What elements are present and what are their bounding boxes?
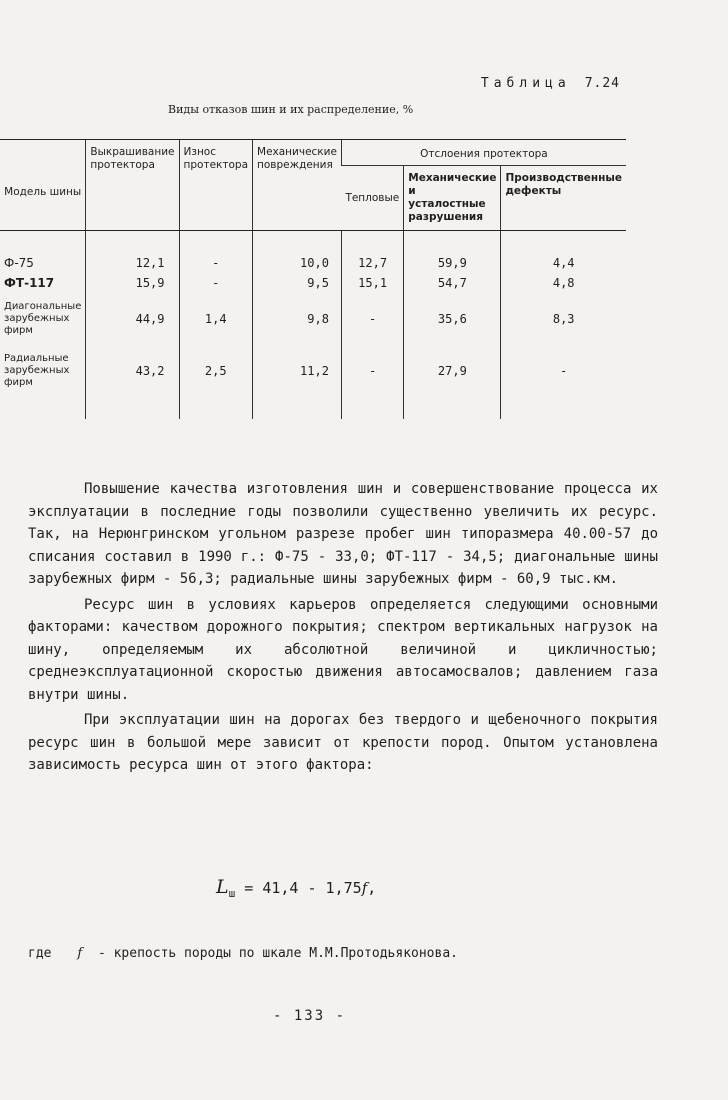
formula-rhs: = 41,4 - 1,75 [244,879,362,897]
cell-production-defects: - [501,349,626,419]
where-text: - крепость породы по шкале М.М.Протодьяконова. [97,946,458,961]
cell-wear: 2,5 [179,349,253,419]
cell-mechanical: 9,8 [253,297,342,349]
cell-mechanical: 10,0 [253,231,342,278]
page-number: - 133 - [273,1008,347,1024]
cell-model: Радиальные зарубежных фирм [4,353,70,388]
cell-mechanical: 9,5 [253,277,342,297]
cell-model: Диагональные зарубежных фирм [4,301,82,336]
cell-wear: - [179,231,253,278]
cell-mechanical-fatigue: 35,6 [404,297,501,349]
header-mechanical-fatigue: Механические и усталостные разрушения [404,166,501,231]
failures-table [0,139,626,419]
where-lead: где [28,946,52,961]
cell-production-defects: 8,3 [501,297,626,349]
table-number: 7.24 [584,76,620,91]
header-mechanical: Механические повреждения [253,140,342,231]
formula-subscript: ш [228,887,236,900]
paragraph: При эксплуатации шин на дорогах без твердого и щебеночного покрытия ресурс шин в большой мере зависит от крепости пород. Опытом установлена зависимость ресурса шин от этого фактора: [28,712,658,773]
table-label-word: Таблица [480,76,571,91]
cell-wear: 1,4 [179,297,253,349]
formula-variable: f [361,879,368,897]
where-line [28,946,458,961]
header-production-defects: Производственные дефекты [501,166,626,231]
header-thermal: Тепловые [341,166,403,231]
cell-thermal: - [341,349,403,419]
body-text [28,478,658,777]
header-burnout: Выкрашивание протектора [86,140,179,231]
formula-tail: , [367,879,377,897]
table-row [0,277,626,297]
cell-burnout: 43,2 [86,349,179,419]
cell-wear: - [179,277,253,297]
cell-thermal: 12,7 [341,231,403,278]
formula-lhs: L [216,876,229,898]
header-model: Модель шины [0,140,86,231]
table-row [0,231,626,278]
header-delamination-group: Отслоения протектора [341,140,626,166]
header-wear: Износ протектора [179,140,253,231]
table-header-row [0,140,626,166]
paragraph: Повышение качества изготовления шин и совершенствование процесса их эксплуатации в последние годы позволили существенно увеличить их ресурс. Так, на Нерюнгринском угольном разрезе пробег шин типоразмера 40.00-57 до списания составил в 1990 г.: Ф-75 - 33,0; ФТ-117 - 34,5; диагональные шины зарубежных фирм - 56,3; радиальные шины зарубежных фирм - 60,9 тыс.км. [28,481,658,587]
paragraph: Ресурс шин в условиях карьеров определяется следующими основными факторами: качеством дорожного покрытия; спектром вертикальных нагрузок на шину, определяемым их абсолютной величиной и цикличностью; среднеэксплуатационной скоростью движения автосамосвалов; давлением газа внутри шины. [28,596,658,703]
cell-burnout: 12,1 [86,231,179,278]
cell-model: Ф-75 [4,256,34,270]
table-title: Виды отказов шин и их распределение, % [168,103,414,116]
cell-thermal: - [341,297,403,349]
formula [216,876,376,900]
cell-mechanical-fatigue: 27,9 [404,349,501,419]
cell-mechanical-fatigue: 59,9 [404,231,501,278]
cell-production-defects: 4,4 [501,231,626,278]
where-variable: f [77,946,83,961]
cell-production-defects: 4,8 [501,277,626,297]
table-label [481,76,620,91]
table-row [0,297,626,349]
cell-mechanical: 11,2 [253,349,342,419]
cell-burnout: 44,9 [86,297,179,349]
cell-thermal: 15,1 [341,277,403,297]
cell-model: ФТ-117 [4,276,55,290]
cell-mechanical-fatigue: 54,7 [404,277,501,297]
cell-burnout: 15,9 [86,277,179,297]
table-row [0,349,626,419]
